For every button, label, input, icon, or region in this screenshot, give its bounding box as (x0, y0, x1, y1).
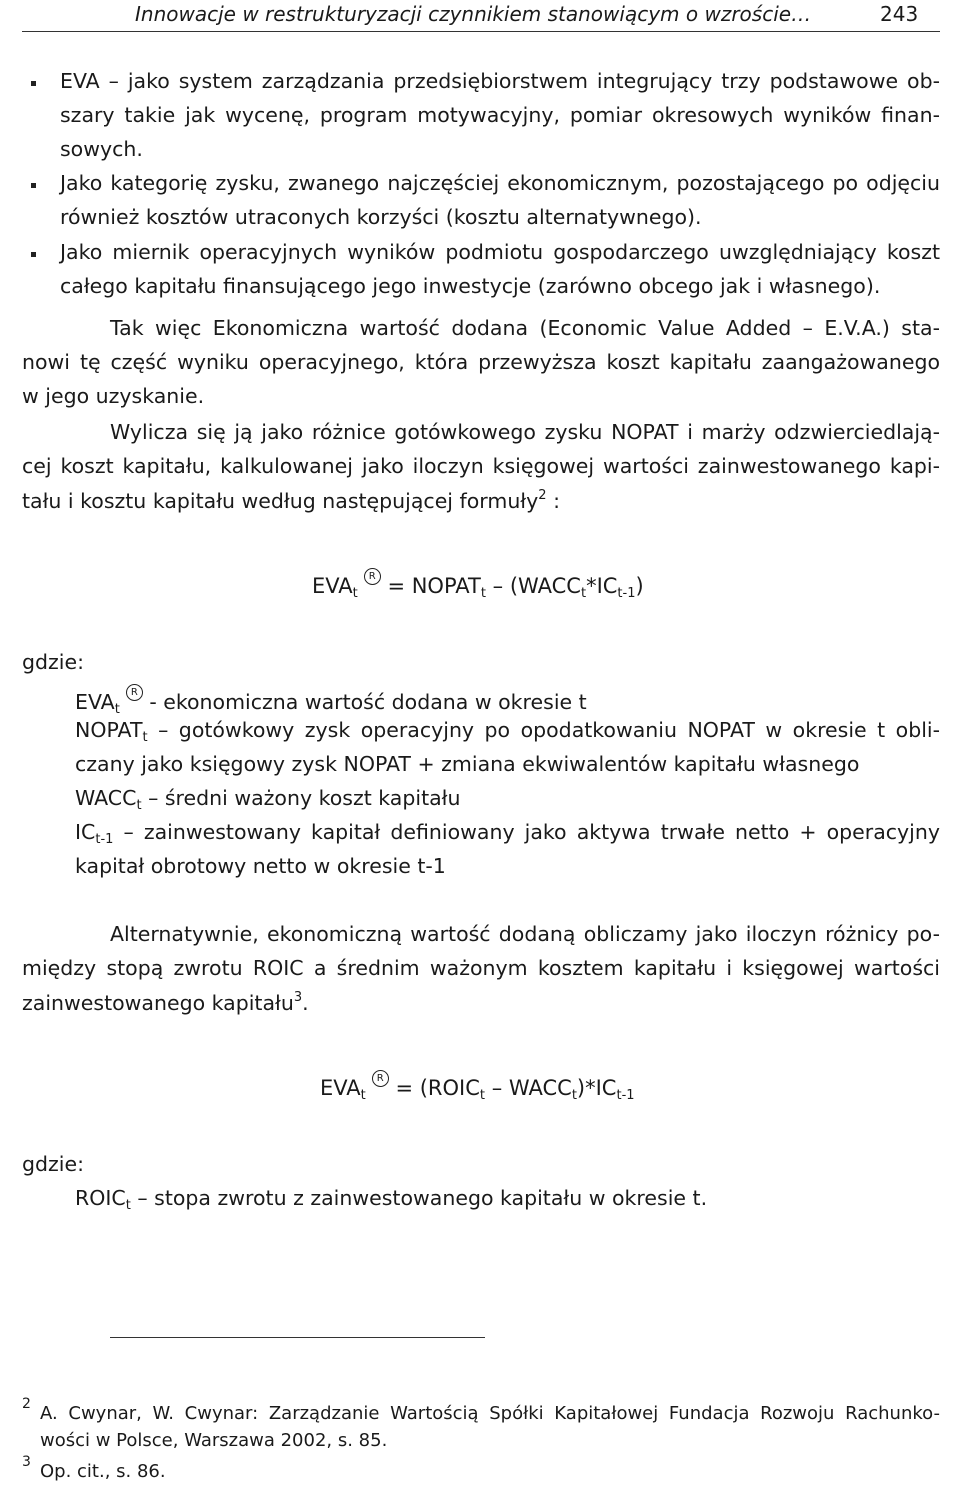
formula-1-sub-t: t (352, 586, 358, 601)
def-nopat-line-1 (75, 718, 940, 745)
formula-1-sub-t1: t-1 (617, 586, 636, 601)
paragraph-2-line-3-text: tału i kosztu kapitału według następującej formuły (22, 489, 539, 513)
def-roic-sub: t (125, 1198, 131, 1213)
footnote-3-number: 3 (22, 1454, 31, 1470)
paragraph-3-line-3-text: zainwestowanego kapitału (22, 991, 294, 1015)
def-eva-desc: - ekonomiczna wartość dodana w okresie t (142, 690, 587, 714)
formula-1-times-ic: *IC (586, 574, 618, 598)
def-nopat-name: NOPAT (75, 718, 143, 742)
paragraph-1-line-3: w jego uzyskanie. (22, 384, 205, 408)
footnote-2-number: 2 (22, 1396, 31, 1412)
bullet-2-line-1: Jako kategorię zysku, zwanego najczęściej ekonomicznym, pozostającego po odjęciu (60, 171, 940, 195)
def-eva-sub: t (114, 702, 120, 717)
def-ic-line-1 (75, 820, 940, 847)
registered-icon: R (126, 684, 143, 701)
def-wacc-desc: – średni ważony koszt kapitału (141, 786, 461, 810)
paragraph-2-line-3 (22, 488, 560, 513)
def-eva (75, 684, 587, 717)
def-eva-name: EVA (75, 690, 115, 714)
bullet-1-line-2: szary takie jak wycenę, program motywacyjny, pomiar okresowych wyników finan- (60, 103, 940, 127)
def-nopat-sub: t (142, 730, 148, 745)
def-ic-sub: t-1 (95, 832, 114, 847)
formula-2-sub-t1: t-1 (616, 1088, 635, 1103)
formula-2-eva: EVA (320, 1076, 361, 1100)
footnote-2-line-1: A. Cwynar, W. Cwynar: Zarządzanie Wartością Spółki Kapitałowej Fundacja Rozwoju Rachunko- (40, 1403, 940, 1424)
formula-2-minus-wacc: – WACC (485, 1076, 572, 1100)
bullet-3-line-1: Jako miernik operacyjnych wyników podmiotu gospodarczego uwzględniający koszt (60, 240, 940, 264)
formula-2-sub-t: t (360, 1088, 366, 1103)
def-ic-desc-1: – zainwestowany kapitał definiowany jako aktywa trwałe netto + operacyjny (113, 820, 940, 844)
formula-2-sub-t: t (571, 1088, 577, 1103)
formula-1-eq-nopat: = NOPAT (380, 574, 481, 598)
bullet-1-line-1: EVA – jako system zarządzania przedsiębiorstwem integrujący trzy podstawowe ob- (60, 69, 940, 93)
formula-2-close-times-ic: )*IC (576, 1076, 617, 1100)
paragraph-3-line-2: między stopą zwrotu ROIC a średnim ważonym kosztem kapitału i księgowej wartości (22, 956, 940, 980)
paragraph-3-end: . (302, 991, 309, 1015)
bullet-marker (31, 183, 36, 188)
footnote-3-line-1: Op. cit., s. 86. (40, 1461, 166, 1482)
running-header-title: Innowacje w restrukturyzacji czynnikiem stanowiącym o wzroście… (135, 2, 812, 26)
bullet-3-line-2: całego kapitału finansującego jego inwestycje (zarówno obcego jak i własnego). (60, 274, 881, 298)
def-roic-name: ROIC (75, 1186, 126, 1210)
formula-eva-nopat (312, 568, 644, 601)
formula-1-close: ) (635, 574, 644, 598)
footnote-2-line-2: wości w Polsce, Warszawa 2002, s. 85. (40, 1430, 388, 1451)
paragraph-1-line-2: nowi tę część wyniku operacyjnego, która przewyższa koszt kapitału zaangażowanego (22, 350, 940, 374)
bullet-2-line-2: również kosztów utraconych korzyści (kosztu alternatywnego). (60, 205, 702, 229)
def-roic-desc: – stopa zwrotu z zainwestowanego kapitału w okresie t. (130, 1186, 708, 1210)
page-number: 243 (880, 2, 919, 26)
registered-icon: R (372, 1070, 389, 1087)
footnote-rule (110, 1337, 485, 1338)
registered-icon: R (364, 568, 381, 585)
paragraph-2-line-1: Wylicza się ją jako różnice gotówkowego zysku NOPAT i marży odzwierciedlają- (110, 420, 940, 444)
bullet-1-line-3: sowych. (60, 137, 143, 161)
formula-2-eq-roic: = (ROIC (388, 1076, 480, 1100)
header-rule (22, 31, 940, 32)
bullet-marker (31, 252, 36, 257)
footnote-ref-2[interactable]: 2 (538, 488, 547, 503)
paragraph-1-line-1: Tak więc Ekonomiczna wartość dodana (Economic Value Added – E.V.A.) sta- (110, 316, 940, 340)
formula-2-sub-t: t (479, 1088, 486, 1103)
def-wacc (75, 786, 460, 813)
gdzie-label-1: gdzie: (22, 650, 85, 674)
def-nopat-desc-1: – gotówkowy zysk operacyjny po opodatkowaniu NOPAT w okresie t obli- (147, 718, 940, 742)
def-wacc-name: WACC (75, 786, 137, 810)
paragraph-3-line-1: Alternatywnie, ekonomiczną wartość dodaną obliczamy jako iloczyn różnicy po- (110, 922, 940, 946)
paragraph-2-line-2: cej koszt kapitału, kalkulowanej jako iloczyn księgowej wartości zainwestowanego kapi- (22, 454, 940, 478)
formula-1-sub-t: t (480, 586, 486, 601)
def-ic-line-2: kapitał obrotowy netto w okresie t-1 (75, 854, 446, 878)
footnote-ref-3[interactable]: 3 (293, 990, 303, 1005)
formula-1-eva: EVA (312, 574, 353, 598)
def-wacc-sub: t (136, 798, 142, 813)
def-roic (75, 1186, 707, 1213)
def-nopat-line-2: czany jako księgowy zysk NOPAT + zmiana ekwiwalentów kapitału własnego (75, 752, 860, 776)
paragraph-3-line-3 (22, 990, 309, 1015)
paragraph-2-end: : (546, 489, 560, 513)
formula-1-sub-t: t (580, 586, 587, 601)
formula-eva-roic (320, 1070, 635, 1103)
def-ic-name: IC (75, 820, 96, 844)
bullet-marker (31, 81, 36, 86)
gdzie-label-2: gdzie: (22, 1152, 85, 1176)
formula-1-minus-wacc: – (WACC (485, 574, 581, 598)
